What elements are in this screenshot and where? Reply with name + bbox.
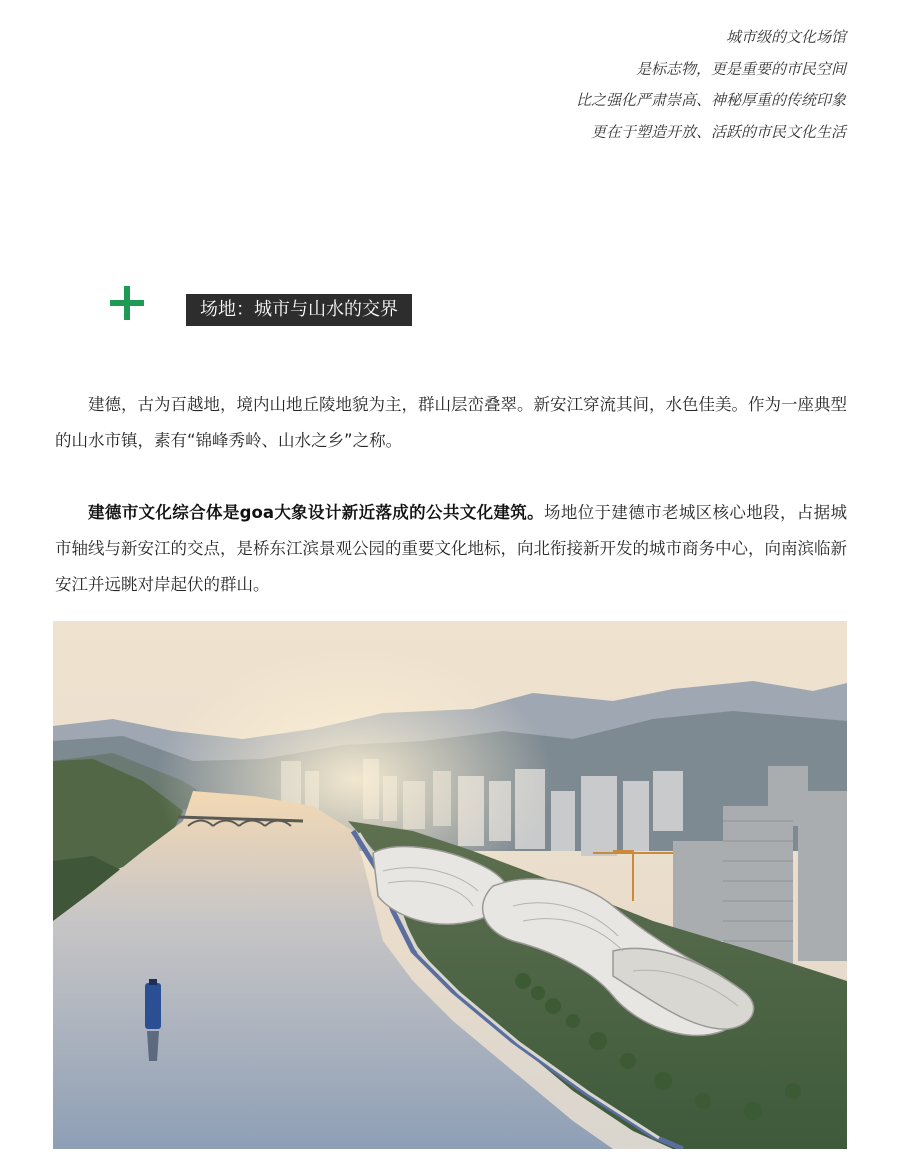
quote-line: 城市级的文化场馆 [725,28,846,46]
quote-line: 是标志物，更是重要的市民空间 [635,59,846,78]
intro-quote [576,22,846,148]
plus-icon [108,284,146,322]
paragraph-site [55,495,847,603]
paragraph-site-bold: 建德市文化综合体是goa大象设计新近落成的公共文化建筑。 [88,503,544,522]
paragraph-intro: 建德，古为百越地，境内山地丘陵地貌为主，群山层峦叠翠。新安江穿流其间，水色佳美。作为一座典型的山水市镇，素有“锦峰秀岭、山水之乡”之称。 [55,395,847,450]
quote-line: 更在于塑造开放、活跃的市民文化生活 [590,122,846,141]
aerial-photo [53,621,847,1149]
quote-line: 比之强化严肃崇高、神秘厚重的传统印象 [575,91,846,109]
section-title: 场地：城市与山水的交界 [186,294,412,326]
paragraph-site-text: 场地位于建德市老城区核心地段，占据城市轴线与新安江的交点，是桥东江滨景观公园的重要文化地标，向北衔接新开发的城市商务中心，向南滨临新安江并远眺对岸起伏的群山。 [55,503,848,594]
